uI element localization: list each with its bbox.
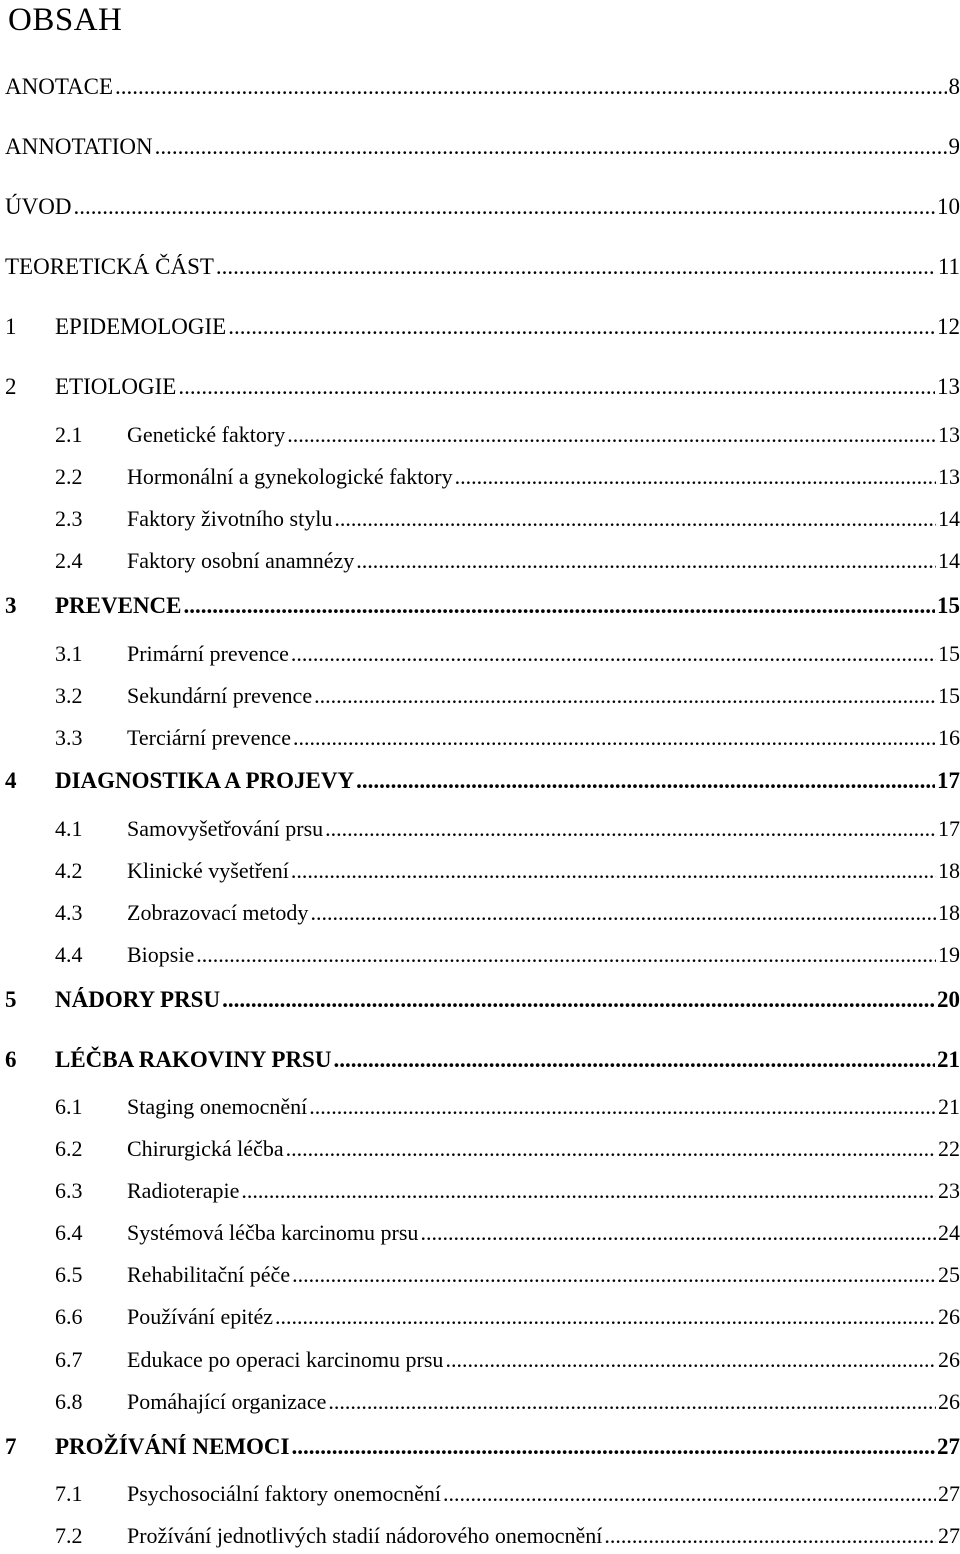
toc-entry-label: Samovyšetřování prsu (127, 811, 325, 847)
toc-entry[interactable] (0, 1476, 960, 1512)
dot-leader (445, 1342, 936, 1378)
toc-entry-label: PREVENCE (55, 588, 184, 624)
toc-entry-label: Zobrazovací metody (127, 895, 310, 931)
toc-entry-label: Radioterapie (127, 1173, 241, 1209)
toc-entry-label: Genetické faktory (127, 417, 287, 453)
toc-entry-page: 15 (935, 588, 960, 624)
toc-entry-label: Biopsie (127, 937, 196, 973)
toc-entry[interactable] (0, 1089, 960, 1125)
dot-leader (356, 763, 935, 799)
dot-leader (293, 720, 936, 756)
toc-entry-label: NÁDORY PRSU (55, 982, 222, 1018)
toc-entry[interactable] (0, 937, 960, 973)
toc-entry-page: 19 (936, 937, 960, 973)
toc-entry[interactable] (0, 853, 960, 889)
toc-entry-page: 9 (947, 129, 960, 165)
toc-entry-page: 26 (936, 1384, 960, 1420)
toc-entry-label: Klinické vyšetření (127, 853, 291, 889)
toc-entry-number: 7 (5, 1429, 17, 1465)
toc-entry[interactable] (0, 69, 960, 105)
dot-leader (604, 1518, 936, 1554)
toc-entry[interactable] (0, 1299, 960, 1335)
toc-entry[interactable] (0, 1384, 960, 1420)
toc-entry-page: 20 (935, 982, 960, 1018)
toc-entry-number: 3.1 (55, 636, 83, 672)
toc-entry-number: 7.1 (55, 1476, 83, 1512)
dot-leader (291, 1429, 935, 1465)
toc-entry[interactable] (0, 678, 960, 714)
dot-leader (216, 249, 936, 285)
toc-entry-label: PROŽÍVÁNÍ NEMOCI (55, 1429, 291, 1465)
toc-entry[interactable] (0, 1342, 960, 1378)
toc-entry[interactable] (0, 720, 960, 756)
toc-entry[interactable] (0, 588, 960, 624)
toc-entry[interactable] (0, 1429, 960, 1465)
dot-leader (292, 1257, 936, 1293)
toc-entry-number: 2.2 (55, 459, 83, 495)
dot-leader (228, 309, 935, 345)
toc-entry-page: 12 (935, 309, 960, 345)
toc-entry-number: 4.2 (55, 853, 83, 889)
toc-entry-page: 27 (935, 1429, 960, 1465)
toc-entry-number: 6.4 (55, 1215, 83, 1251)
toc-entry-number: 6.5 (55, 1257, 83, 1293)
toc-entry-page: 26 (936, 1299, 960, 1335)
toc-entry-label: TEORETICKÁ ČÁST (5, 249, 216, 285)
toc-entry[interactable] (0, 1173, 960, 1209)
toc-entry[interactable] (0, 1257, 960, 1293)
dot-leader (241, 1173, 936, 1209)
toc-entry-number: 4.4 (55, 937, 83, 973)
toc-entry-number: 2.1 (55, 417, 83, 453)
dot-leader (314, 678, 936, 714)
toc-entry[interactable] (0, 1042, 960, 1078)
toc-entry[interactable] (0, 982, 960, 1018)
toc-entry-page: 26 (936, 1342, 960, 1378)
toc-entry-number: 6 (5, 1042, 17, 1078)
toc-entry-page: 25 (936, 1257, 960, 1293)
toc-entry[interactable] (0, 811, 960, 847)
toc-entry-number: 4.1 (55, 811, 83, 847)
dot-leader (155, 129, 947, 165)
toc-entry-page: 15 (936, 636, 960, 672)
toc-entry-number: 3 (5, 588, 17, 624)
toc-entry-number: 6.1 (55, 1089, 83, 1125)
toc-entry-label: Terciární prevence (127, 720, 293, 756)
toc-entry[interactable] (0, 1518, 960, 1554)
dot-leader (420, 1215, 936, 1251)
toc-entry-number: 2.4 (55, 543, 83, 579)
toc-entry-label: ANOTACE (5, 69, 115, 105)
toc-entry[interactable] (0, 501, 960, 537)
toc-entry-label: DIAGNOSTIKA A PROJEVY (55, 763, 356, 799)
toc-entry-page: 10 (935, 189, 960, 225)
toc-entry-label: Pomáhající organizace (127, 1384, 328, 1420)
toc-entry-label: Systémová léčba karcinomu prsu (127, 1215, 420, 1251)
toc-entry-page: 13 (936, 459, 960, 495)
toc-entry[interactable] (0, 129, 960, 165)
toc-entry[interactable] (0, 1215, 960, 1251)
dot-leader (73, 189, 935, 225)
dot-leader (455, 459, 936, 495)
toc-entry[interactable] (0, 1131, 960, 1167)
toc-entry-number: 2 (5, 369, 17, 405)
toc-title: OBSAH (8, 0, 122, 40)
toc-entry-label: ÚVOD (5, 189, 73, 225)
dot-leader (115, 69, 946, 105)
toc-entry[interactable] (0, 543, 960, 579)
toc-entry-page: 13 (935, 369, 960, 405)
dot-leader (328, 1384, 936, 1420)
toc-entry-label: Psychosociální faktory onemocnění (127, 1476, 443, 1512)
toc-entry-number: 6.8 (55, 1384, 83, 1420)
toc-entry-label: LÉČBA RAKOVINY PRSU (55, 1042, 333, 1078)
toc-entry[interactable] (0, 189, 960, 225)
toc-entry-label: Používání epitéz (127, 1299, 275, 1335)
toc-entry-page: 22 (936, 1131, 960, 1167)
toc-entry-label: Chirurgická léčba (127, 1131, 286, 1167)
toc-entry-page: 16 (936, 720, 960, 756)
toc-entry-page: 14 (936, 501, 960, 537)
toc-entry-page: 13 (936, 417, 960, 453)
toc-entry-number: 6.7 (55, 1342, 83, 1378)
toc-entry-page: 23 (936, 1173, 960, 1209)
toc-entry-page: 27 (936, 1518, 960, 1554)
toc-entry[interactable] (0, 459, 960, 495)
toc-entry-page: 24 (936, 1215, 960, 1251)
dot-leader (286, 1131, 936, 1167)
toc-entry-label: Prožívání jednotlivých stadií nádorového onemocnění (127, 1518, 604, 1554)
dot-leader (333, 1042, 935, 1078)
dot-leader (196, 937, 936, 973)
toc-entry-number: 3.3 (55, 720, 83, 756)
toc-entry[interactable] (0, 763, 960, 799)
toc-entry-page: 14 (936, 543, 960, 579)
dot-leader (222, 982, 935, 1018)
dot-leader (325, 811, 936, 847)
toc-entry-number: 6.6 (55, 1299, 83, 1335)
dot-leader (178, 369, 935, 405)
toc-entry-page: 27 (936, 1476, 960, 1512)
toc-entry-page: 18 (936, 895, 960, 931)
toc-entry-number: 4 (5, 763, 17, 799)
toc-entry[interactable] (0, 636, 960, 672)
dot-leader (356, 543, 936, 579)
toc-entry-page: 8 (947, 69, 960, 105)
toc-entry-page: 17 (935, 763, 960, 799)
dot-leader (184, 588, 935, 624)
toc-entry-number: 6.2 (55, 1131, 83, 1167)
toc-entry-number: 1 (5, 309, 17, 345)
toc-entry-page: 15 (936, 678, 960, 714)
dot-leader (309, 1089, 936, 1125)
dot-leader (310, 895, 936, 931)
dot-leader (334, 501, 936, 537)
toc-entry-label: Edukace po operaci karcinomu prsu (127, 1342, 445, 1378)
toc-entry-page: 21 (936, 1089, 960, 1125)
dot-leader (443, 1476, 936, 1512)
toc-entry-label: EPIDEMOLOGIE (55, 309, 228, 345)
toc-entry[interactable] (0, 895, 960, 931)
toc-entry-label: ETIOLOGIE (55, 369, 178, 405)
toc-entry-page: 21 (935, 1042, 960, 1078)
toc-entry-page: 17 (936, 811, 960, 847)
toc-entry-label: Faktory osobní anamnézy (127, 543, 356, 579)
dot-leader (275, 1299, 936, 1335)
dot-leader (291, 636, 936, 672)
toc-entry-label: Sekundární prevence (127, 678, 314, 714)
toc-entry-label: Hormonální a gynekologické faktory (127, 459, 455, 495)
dot-leader (291, 853, 936, 889)
toc-entry-number: 5 (5, 982, 17, 1018)
toc-entry-label: ANNOTATION (5, 129, 155, 165)
toc-entry-label: Rehabilitační péče (127, 1257, 292, 1293)
toc-entry-label: Staging onemocnění (127, 1089, 309, 1125)
toc-entry-number: 2.3 (55, 501, 83, 537)
toc-entry-number: 3.2 (55, 678, 83, 714)
toc-entry-label: Primární prevence (127, 636, 291, 672)
toc-entry-page: 18 (936, 853, 960, 889)
toc-entry[interactable] (0, 369, 960, 405)
toc-entry-number: 7.2 (55, 1518, 83, 1554)
dot-leader (287, 417, 936, 453)
toc-entry[interactable] (0, 249, 960, 285)
toc-entry-number: 4.3 (55, 895, 83, 931)
toc-entry-number: 6.3 (55, 1173, 83, 1209)
toc-entry[interactable] (0, 417, 960, 453)
toc-entry-page: 11 (936, 249, 960, 285)
toc-entry[interactable] (0, 309, 960, 345)
toc-entry-label: Faktory životního stylu (127, 501, 334, 537)
